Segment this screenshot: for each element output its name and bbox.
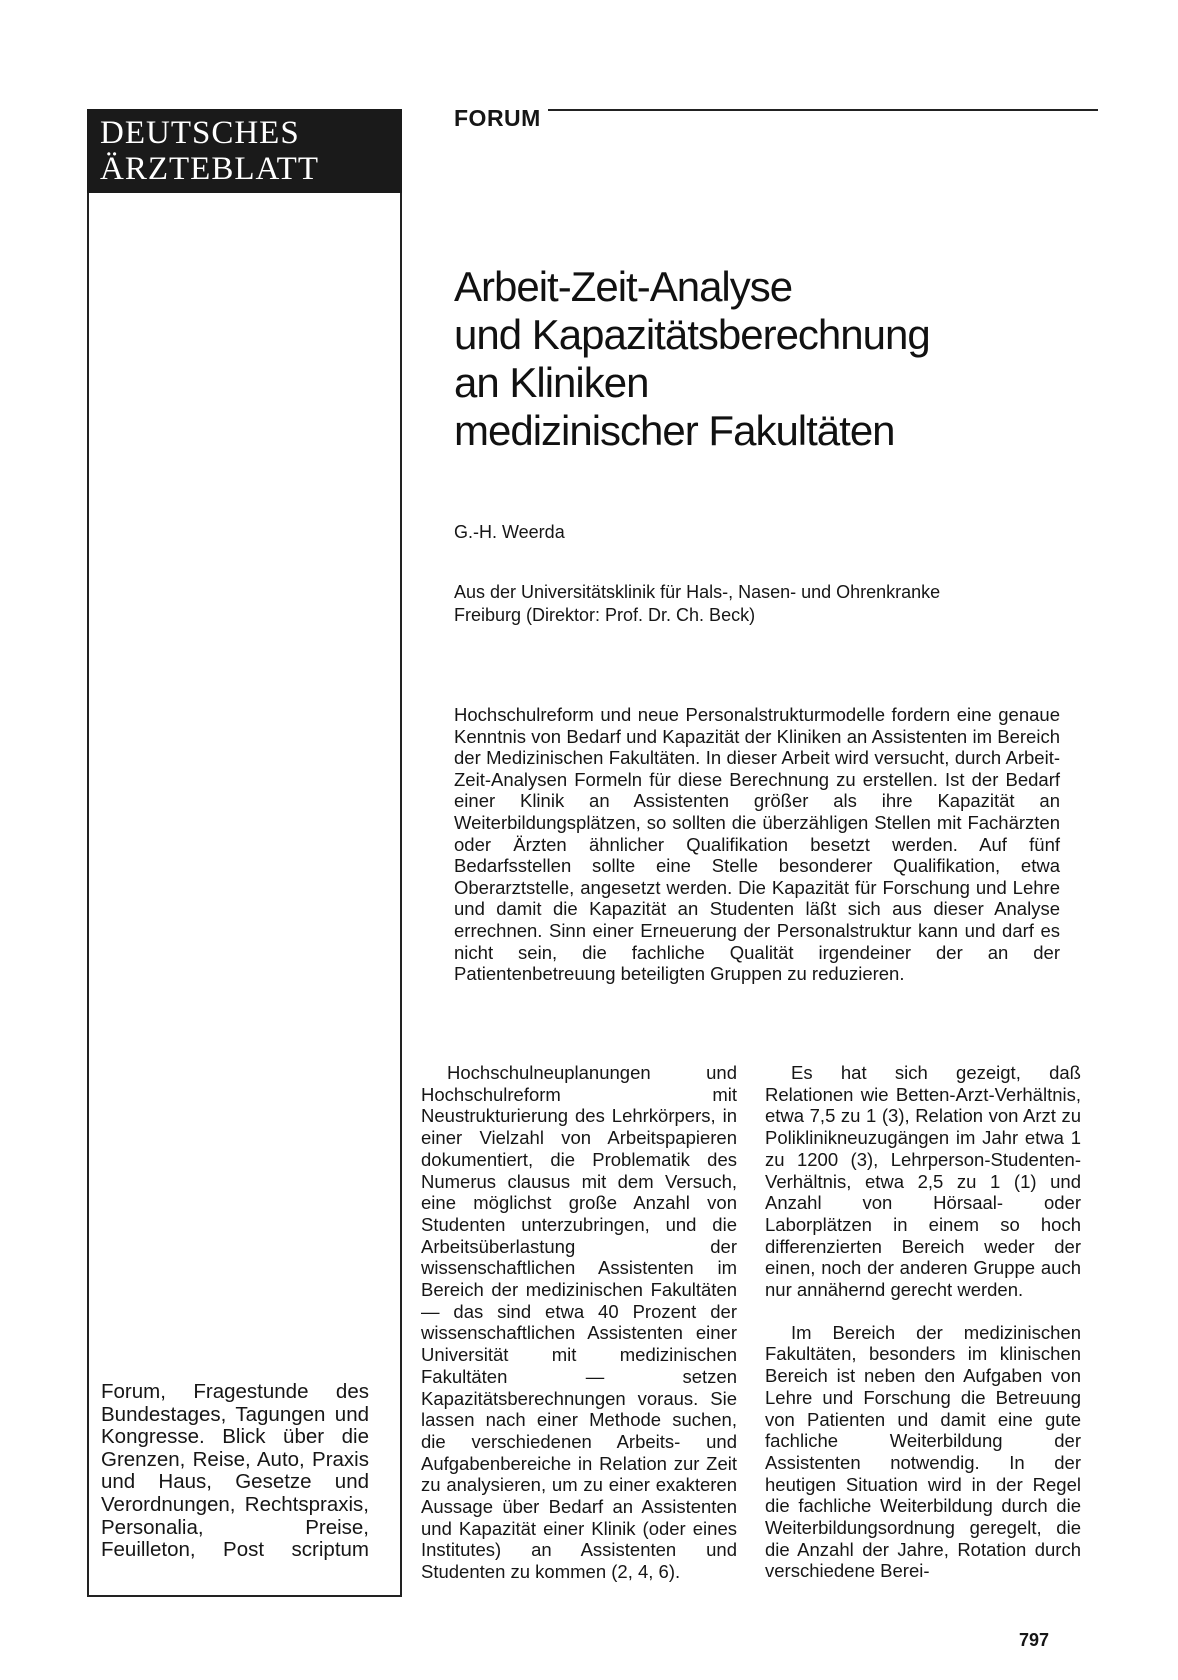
body-column-right (765, 1062, 1081, 1582)
page-number: 797 (1019, 1630, 1050, 1650)
article-title (454, 263, 1074, 455)
masthead-line-2: ÄRZTEBLATT (100, 151, 319, 187)
title-line: an Kliniken (454, 359, 649, 406)
body-paragraph: Es hat sich gezeigt, daß Relationen wie Betten-Arzt-Verhältnis, etwa 7,5 zu 1 (3), Relation von Arzt zu Poliklinikneuzugängen im Jahr etwa 1 zu 1200 (3), Lehrperson-Studenten-Verhältnis, etwa 2,5 zu 1 (1) und Anzahl von Hörsaal- oder Laborplätzen in einem so hoch differenzierten Bereich weder der einen, noch der anderen Gruppe auch nur annähernd gerecht werden. (765, 1062, 1081, 1301)
article-affiliation (454, 581, 1054, 627)
affiliation-line: Aus der Universitätsklinik für Hals-, Nasen- und Ohrenkranke (454, 582, 941, 602)
title-line: medizinischer Fakultäten (454, 407, 895, 454)
affiliation-line: Freiburg (Direktor: Prof. Dr. Ch. Beck) (454, 605, 756, 625)
body-paragraph: Hochschulneuplanungen und Hochschulreform mit Neustrukturierung des Lehrkörpers, in einer Vielzahl von Arbeitspapieren dokumentiert, die Problematik des Numerus clausus mit dem Versuch, eine möglichst große Anzahl von Studenten unterzubringen, und die Arbeitsüberlastung der wissenschaftlichen Assistenten im Bereich der medizinischen Fakultäten — das sind etwa 40 Prozent der wissenschaftlichen Assistenten einer Universität mit medizinischen Fakultäten — setzen Kapazitätsberechnungen voraus. Sie lassen nach einer Methode suchen, die verschiedenen Arbeits- und Aufgabenbereiche in Relation zur Zeit zu analysieren, um zu einer exakteren Aussage über Bedarf an Assistenten und Kapazität einer Klinik (oder eines Institutes) an Assistenten und Studenten zu kommen (2, 4, 6). (421, 1062, 737, 1583)
title-line: Arbeit-Zeit-Analyse (454, 263, 793, 310)
article-author: G.-H. Weerda (454, 522, 565, 542)
sidebar-contents: Forum, Fragestunde des Bundestages, Tagungen und Kongresse. Blick über die Grenzen, Reise, Auto, Praxis und Haus, Gesetze und Verordnungen, Rechtspraxis, Personalia, Preise, Feuilleton, Post scriptum (101, 1380, 369, 1562)
section-label: FORUM (454, 105, 541, 131)
article-abstract: Hochschulreform und neue Personalstrukturmodelle fordern eine genaue Kenntnis von Bedarf und Kapazität der Kliniken an Assistenten im Bereich der Medizinischen Fakultäten. In dieser Arbeit wird versucht, durch Arbeit-Zeit-Analysen Formeln für diese Berechnung zu erstellen. Ist der Bedarf einer Klinik an Assistenten größer als ihre Kapazität an Weiterbildungsplätzen, so sollten die überzähligen Stellen mit Fachärzten oder Ärzten ähnlicher Qualifikation besetzt werden. Auf fünf Bedarfsstellen sollte eine Stelle besonderer Qualifikation, etwa Oberarztstelle, angesetzt werden. Die Kapazität für Forschung und Lehre und damit die Kapazität an Studenten läßt sich aus dieser Analyse errechnen. Sinn einer Erneuerung der Personalstruktur kann und darf es nicht sein, die fachliche Qualität irgendeiner der an der Patientenbetreuung beteiligten Gruppen zu reduzieren. (454, 704, 1060, 985)
body-paragraph: Im Bereich der medizinischen Fakultäten, besonders im klinischen Bereich ist neben den Aufgaben von Lehre und Forschung die Betreuung von Patienten und damit eine gute fachliche Weiterbildung der Assistenten notwendig. In der heutigen Situation wird in der Regel die fachliche Weiterbildung durch die Weiterbildungsordnung geregelt, die die Anzahl der Jahre, Rotation durch verschiedene Berei- (765, 1321, 1081, 1582)
journal-masthead (87, 109, 402, 193)
section-rule (548, 109, 1098, 111)
title-line: und Kapazitätsberechnung (454, 311, 930, 358)
body-column-left (421, 1062, 737, 1583)
masthead-line-1: DEUTSCHES (100, 115, 300, 151)
